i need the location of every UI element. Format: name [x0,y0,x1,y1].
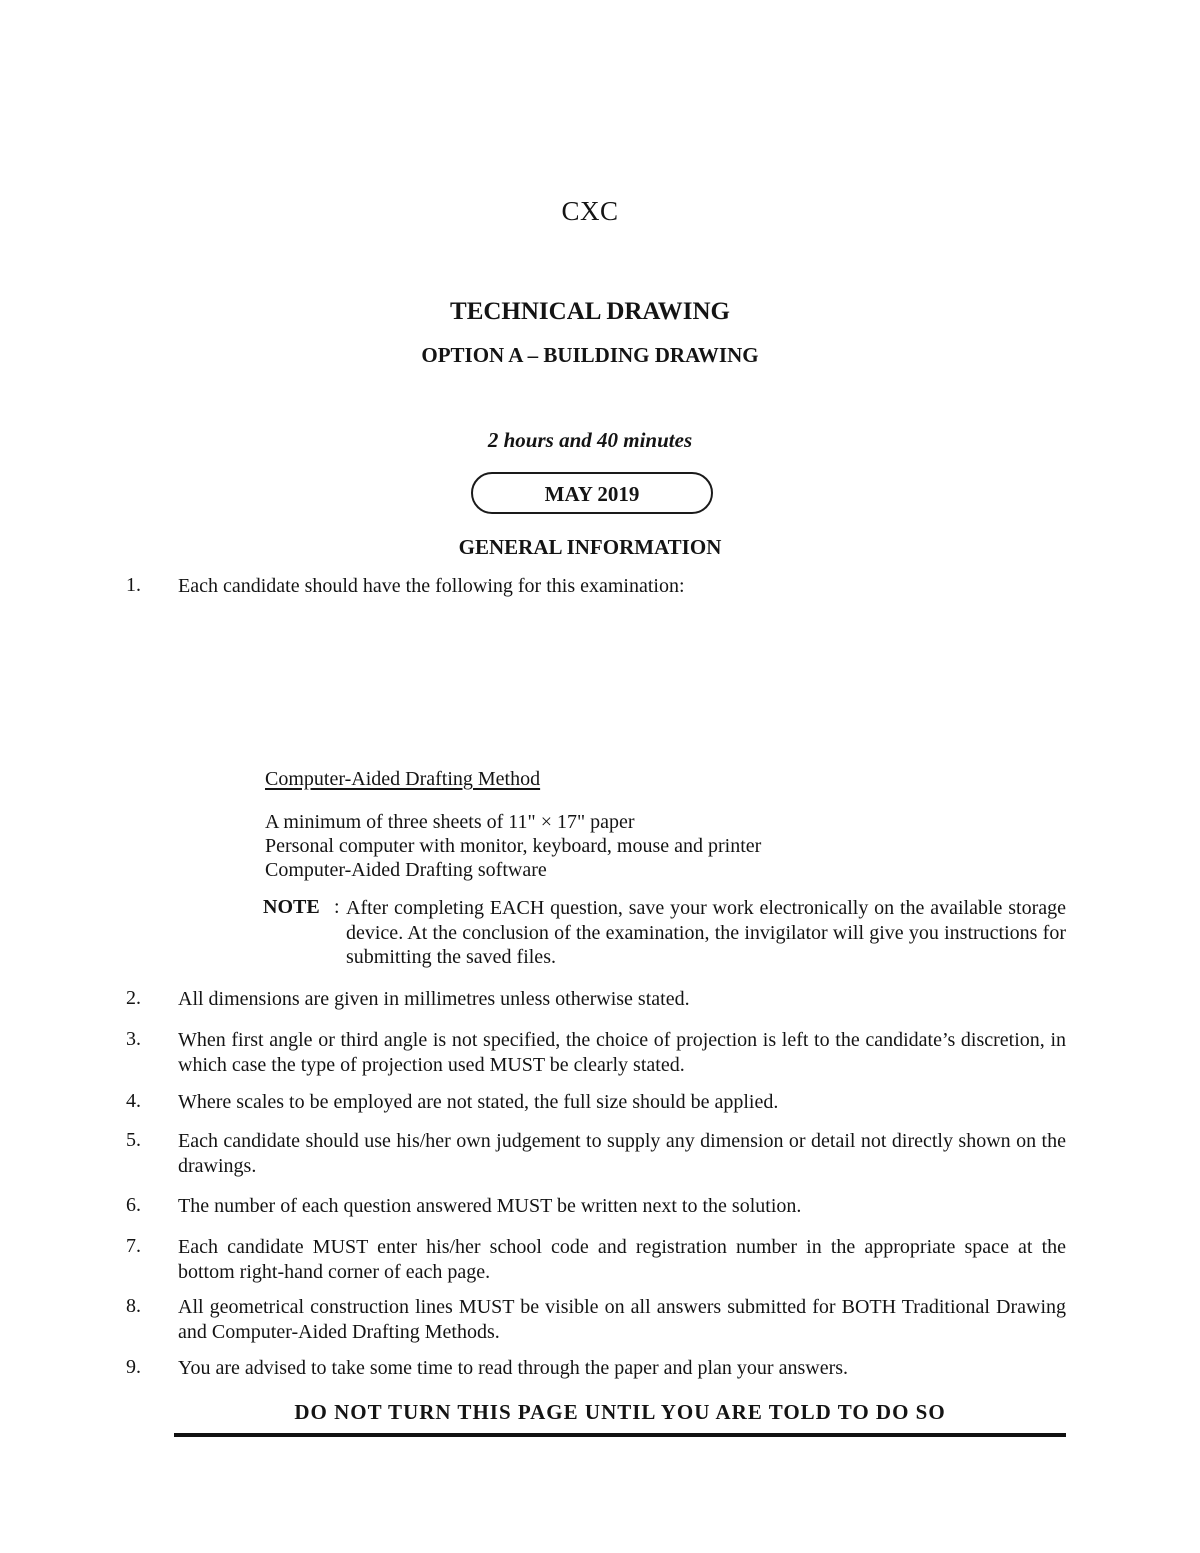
footer-warning: DO NOT TURN THIS PAGE UNTIL YOU ARE TOLD TO DO SO [294,1400,946,1424]
instruction-number: 1. [126,574,141,596]
exam-duration: 2 hours and 40 minutes [487,428,693,452]
instruction-text: All dimensions are given in millimetres unless otherwise stated. [178,988,690,1010]
requirement-item: Computer-Aided Drafting software [265,859,547,881]
exam-date-badge: MAY 2019 [471,472,713,514]
instruction-text: Where scales to be employed are not stated, the full size should be applied. [178,1091,779,1113]
cad-requirements-list [265,810,761,882]
instruction-number: 5. [126,1129,141,1151]
requirement-item: Personal computer with monitor, keyboard, mouse and printer [265,835,762,857]
instruction-text: Each candidate should have the following for this examination: [178,575,685,597]
footer-rule [174,1433,1066,1437]
instruction-number: 8. [126,1295,141,1317]
instruction-number: 9. [126,1356,141,1378]
section-title: GENERAL INFORMATION [458,535,722,559]
cad-method-heading: Computer-Aided Drafting Method [265,768,541,790]
instruction-text: Each candidate should use his/her own judgement to supply any dimension or detail not directly shown on the drawings. [178,1130,1066,1177]
instruction-number: 6. [126,1194,141,1216]
note-text: After completing EACH question, save your work electronically on the available storage device. At the conclusion of the examination, the invigilator will give you instructions for submitting the saved files. [346,897,1066,968]
note-colon: : [334,896,340,918]
requirement-item: A minimum of three sheets of 11" × 17" paper [265,811,635,833]
option-title: OPTION A – BUILDING DRAWING [421,343,759,367]
organization-name: CXC [561,196,619,226]
instruction-number: 2. [126,987,141,1009]
instruction-text: All geometrical construction lines MUST be visible on all answers submitted for BOTH Traditional Drawing and Computer-Aided Drafting Methods. [178,1296,1066,1343]
instruction-text: When first angle or third angle is not specified, the choice of projection is left to the candidate’s discretion, in which case the type of projection used MUST be clearly stated. [178,1029,1066,1076]
instruction-number: 7. [126,1235,141,1257]
instruction-number: 3. [126,1028,141,1050]
subject-title: TECHNICAL DRAWING [450,298,730,325]
note-label: NOTE [263,896,320,918]
instruction-text: Each candidate MUST enter his/her school code and registration number in the appropriate space at the bottom right-hand corner of each page. [178,1236,1066,1283]
instruction-text: The number of each question answered MUST be written next to the solution. [178,1195,802,1217]
instruction-text: You are advised to take some time to read through the paper and plan your answers. [178,1357,849,1379]
instruction-number: 4. [126,1090,141,1112]
